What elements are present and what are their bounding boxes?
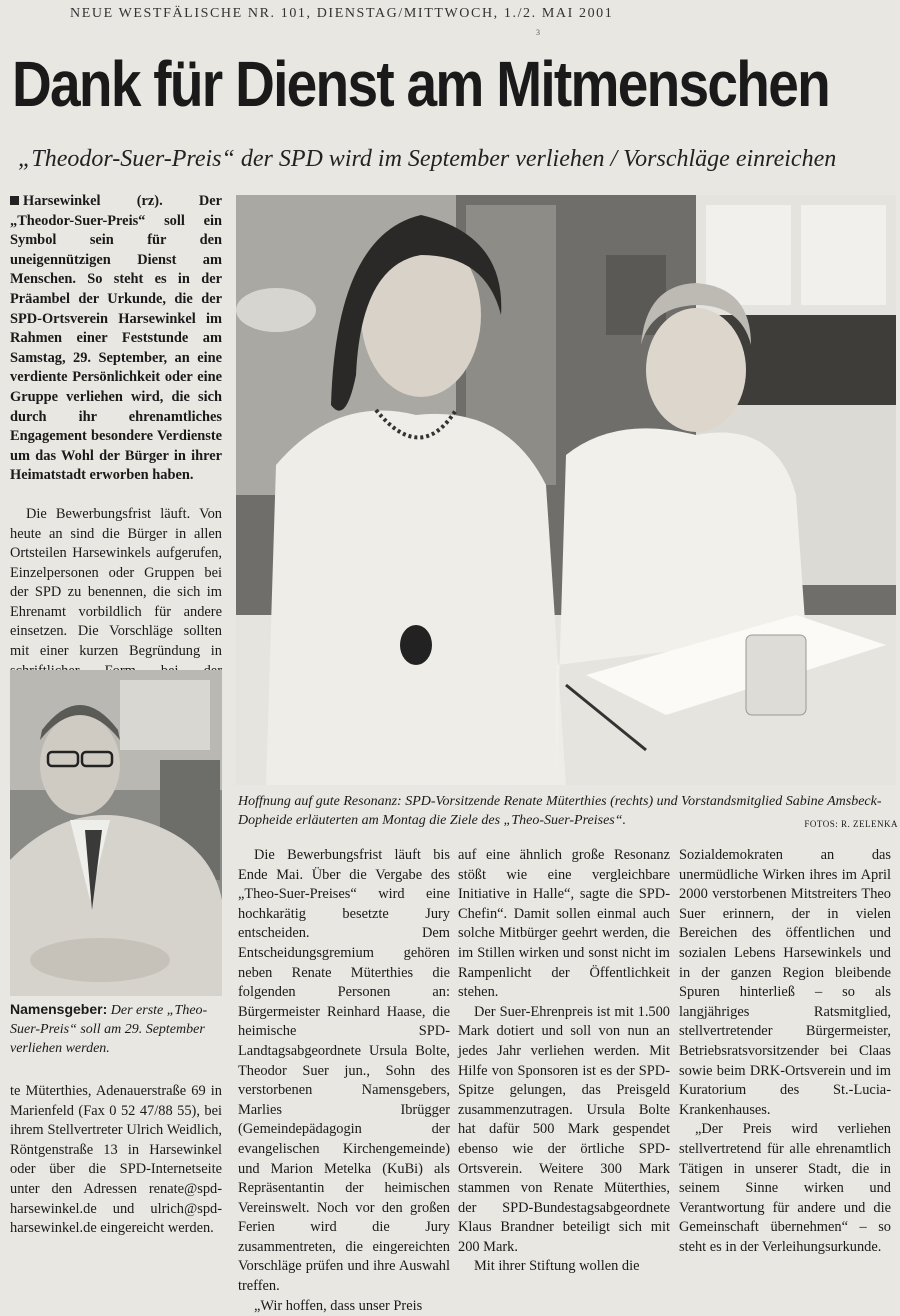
bullet-square-icon	[10, 196, 19, 205]
main-photo	[236, 195, 896, 785]
paragraph: auf eine ähnlich große Resonanz stößt wie eine vergleichbare Initiative in Halle“, sagte die SPD-Chefin“. Damit sollen einmal auch solche Mitbürger geehrt werden, die im Stillen wirken und sonst nicht im Rampenlicht der Öffentlichkeit stehen.	[458, 847, 670, 1001]
paragraph: te Müterthies, Adenauerstraße 69 in Marienfeld (Fax 0 52 47/88 55), bei ihrem Stellvertreter Ulrich Weidlich, Röntgenstraße 13 in Harsewinkel oder über die SPD-Internetseite unter den Adressen renate@spd-harsewinkel.de und ulrich@spd-harsewinkel.de eingereicht werden.	[10, 1083, 222, 1237]
lead-paragraph	[10, 192, 222, 486]
portrait-photo	[10, 670, 222, 996]
page-mark: 3	[536, 28, 540, 37]
lead-text: Harsewinkel (rz). Der „Theodor-Suer-Preis“ soll ein Symbol sein für den uneigennützigen Dienst am Menschen. So steht es in der Präambel der Urkunde, die der SPD-Ortsverein Harsewinkel im Rahmen einer Feststunde am Samstag, 29. September, an eine verdiente Persönlichkeit oder eine Gruppe verliehen wird, die sich durch ihr ehrenamtliches Engagement besondere Verdienste um das Wohl der Bürger in ihrer Heimatstadt erworben haben.	[10, 193, 222, 484]
column-1-lower	[10, 1082, 222, 1239]
caption-text: Der erste „Theo-Suer-Preis“ soll am 29. September verliehen werden.	[10, 1003, 208, 1056]
paragraph: Sozialdemokraten an das unermüdliche Wirken ihres im April 2000 verstorbenen Mitstreiters Theo Suer erinnern, der in vielen Bereichen des öffentlichen und sozialen Lebens Harsewinkels und in der ganzen Region bleibende Spuren hinterließ – so als langjähriges Ratsmitglied, stellvertretender Bürgermeister, Betriebsratsvorsitzender bei Claas sowie beim DRK-Ortsverein und im Kuratorium des St.-Lucia-Krankenhauses.	[679, 847, 891, 1118]
paragraph: Die Bewerbungsfrist läuft. Von heute an sind die Bürger in allen Ortsteilen Harsewinkels aufgerufen, Einzelpersonen oder Gruppen bei der SPD zu benennen, die sich im Ehrenamt vorbildlich für andere einsetzen. Die Vorschläge sollten mit einer kurzen Begründung in	[10, 505, 222, 660]
column-1-upper	[10, 192, 222, 701]
photo-credit: FOTOS: R. ZELENKA	[804, 819, 898, 829]
portrait-caption	[10, 1000, 222, 1058]
paragraph: „Der Preis wird verliehen stellvertretend für alle ehrenamtlich Tätigen in unserer Stadt, die in seinem Sinne wirken und Verantwortung für andere und die Gemeinschaft übernehmen“ – so steht es in der Verleihungsurkunde.	[679, 1121, 891, 1255]
paragraph: „Wir hoffen, dass unser Preis	[254, 1297, 423, 1314]
caption-label: Namensgeber:	[10, 1001, 108, 1017]
caption-text: Hoffnung auf gute Resonanz: SPD-Vorsitzende Renate Müterthies (rechts) und Vorstandsmitglied Sabine Amsbeck-Dopheide erläuterten am Montag die Ziele des „Theo-Suer-Preises“.	[238, 794, 882, 828]
column-3	[458, 846, 670, 1277]
photo-caption	[238, 792, 898, 834]
paragraph: Die Bewerbungsfrist läuft bis Ende Mai. Über die Vergabe des „Theo-Suer-Preises“ wird eine hochkarätig besetzte Jury entscheiden. Dem Entscheidungsgremium gehören neben Renate Müterthies die folgenden Personen an: Bürgermeister Reinhard Haase, die heimische SPD-Landtagsabgeordnete Ursula Bolte, Theodor Suer jun., Sohn des verstorbenen Namensgebers, Marlies Ibrügger (Gemeindepädagogin der evangelischen Kirchengemeinde) und Marion Metelka (KuBi) als Repräsentantin der heimischen Vereinswelt. Noch vor den großen Ferien wird die Jury zusammentreten, die eingereichten Vorschläge prüfen und ihre Auswahl treffen.	[238, 847, 450, 1295]
column-2	[238, 846, 450, 1316]
paragraph: Mit ihrer Stiftung wollen die	[474, 1258, 640, 1275]
paragraph: Der Suer-Ehrenpreis ist mit 1.500 Mark dotiert und soll von nun an jedes Jahr verliehen werden. Mit Hilfe von Sponsoren ist es der SPD-Spitze gelungen, das Preisgeld zusammenzutragen. Ursula Bolte hat dafür 500 Mark gespendet ebenso wie der örtliche SPD-Ortsverein. Weitere 300 Mark stammen von Renate Müterthies, der SPD-Bundestagsabgeordnete Klaus Brandner beteiligt sich mit 200 Mark.	[458, 1003, 670, 1255]
column-4	[679, 846, 891, 1257]
subheadline: „Theodor-Suer-Preis“ der SPD wird im September verliehen / Vorschläge einreichen	[18, 146, 837, 172]
headline: Dank für Dienst am Mitmenschen	[12, 48, 829, 120]
masthead: NEUE WESTFÄLISCHE NR. 101, DIENSTAG/MITTWOCH, 1./2. MAI 2001	[70, 6, 614, 21]
